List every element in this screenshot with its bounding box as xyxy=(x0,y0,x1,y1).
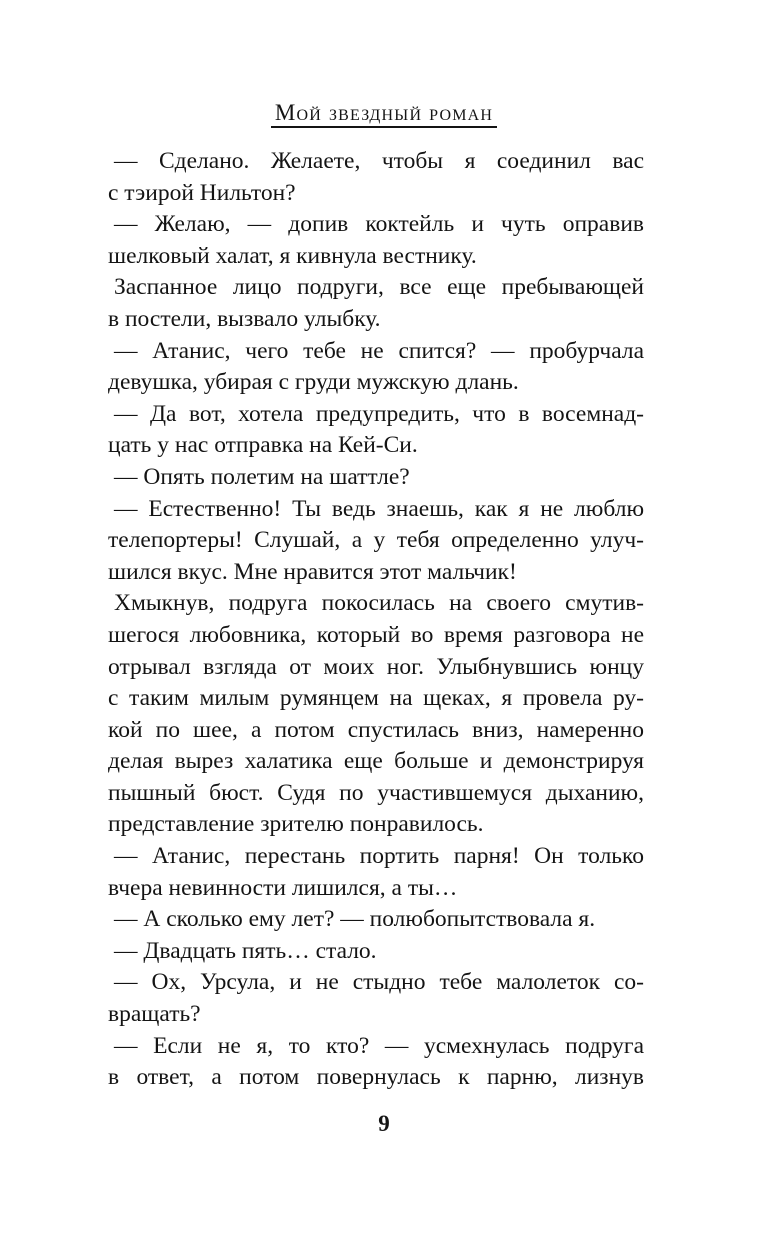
page-number: 9 xyxy=(378,1111,390,1136)
text-line: шелковый халат, я кивнула вестнику. xyxy=(108,242,477,269)
running-head-title: Мой звездный роман xyxy=(271,100,497,128)
text-line: в ответ, а потом повернулась к парню, лизнув xyxy=(108,1064,644,1091)
text-line: — Атанис, перестань портить парня! Он только xyxy=(114,843,644,870)
text-line: шился вкус. Мне нравится этот мальчик! xyxy=(108,558,517,585)
text-line: пышный бюст. Судя по участившемуся дыханию, xyxy=(108,779,644,806)
running-head xyxy=(0,98,768,128)
text-line: — Сделано. Желаете, чтобы я соединил вас xyxy=(114,148,644,174)
text-line: вращать? xyxy=(108,1001,201,1028)
text-line: — А сколько ему лет? — полюбопытствовала я. xyxy=(114,906,596,933)
text-line: — Двадцать пять… стало. xyxy=(114,937,377,964)
text-line: — Опять полетим на шаттле? xyxy=(114,463,410,490)
text-line: делая вырез халатика еще больше и демонстрируя xyxy=(108,748,644,775)
text-line: Заспанное лицо подруги, все еще пребывающей xyxy=(114,274,644,301)
text-line: девушка, убирая с груди мужскую длань. xyxy=(108,369,519,396)
text-line: телепортеры! Слушай, а у тебя определенно улуч- xyxy=(108,527,644,554)
text-line: с тэирой Нильтон? xyxy=(108,179,296,206)
text-line: отрывал взгляда от моих ног. Улыбнувшись юнцу xyxy=(108,653,644,680)
body-text xyxy=(108,146,644,1094)
text-line: — Да вот, хотела предупредить, что в восемнад- xyxy=(114,400,644,427)
text-line: кой по шее, а потом спустилась вниз, намеренно xyxy=(108,716,644,743)
text-line: вчера невинности лишился, а ты… xyxy=(108,874,458,901)
text-line: — Естественно! Ты ведь знаешь, как я не люблю xyxy=(114,495,644,522)
text-line: цать у нас отправка на Кей-Си. xyxy=(108,432,418,459)
text-line: — Желаю, — допив коктейль и чуть оправив xyxy=(114,211,644,238)
text-line: — Ох, Урсула, и не стыдно тебе малолеток со- xyxy=(114,969,644,996)
text-line: шегося любовника, который во время разговора не xyxy=(108,621,644,648)
text-line: представление зрителю понравилось. xyxy=(108,811,484,838)
text-line: в постели, вызвало улыбку. xyxy=(108,305,381,332)
text-line: — Атанис, чего тебе не спится? — пробурчала xyxy=(114,337,644,364)
text-line: Хмыкнув, подруга покосилась на своего смутив- xyxy=(114,590,644,617)
text-line: — Если не я, то кто? — усмехнулась подруга xyxy=(114,1032,644,1059)
text-line: с таким милым румянцем на щеках, я провела ру- xyxy=(108,685,644,712)
